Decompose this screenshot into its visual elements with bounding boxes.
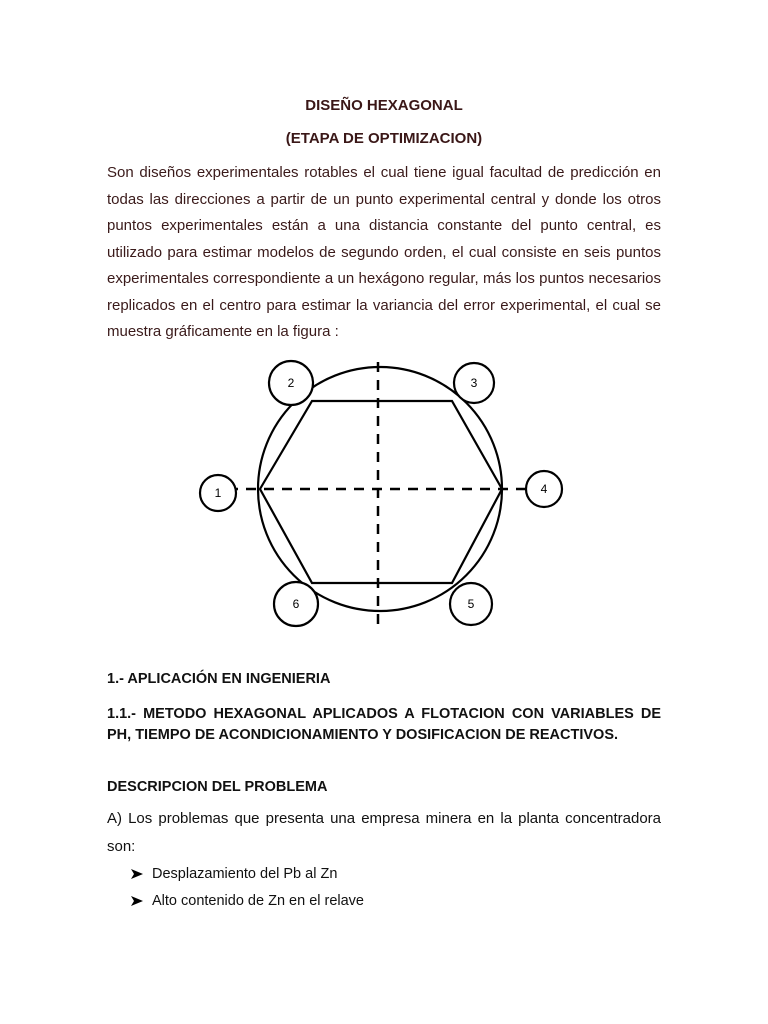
hexagon-diagram: [190, 356, 570, 632]
problem-list: [130, 860, 364, 914]
intro-paragraph: Son diseños experimentales rotables el cual tiene igual facultad de predicción en todas las direcciones a partir de un punto experimental central y donde los otros puntos experimentales están a una distancia constante del punto central, es utilizado para estimar modelos de segundo orden, el cual consiste en seis puntos experimentales correspondiente a un hexágono regular, más los puntos necesarios replicados en el centro para estimar la variancia del error experimental, el cual se muestra gráficamente en la figura :: [107, 164, 661, 340]
document-subtitle: (ETAPA DE OPTIMIZACION): [285, 130, 483, 147]
problem-description-heading: DESCRIPCION DEL PROBLEMA: [107, 779, 328, 795]
list-item: [130, 887, 364, 914]
arrowhead-bullet-icon: [130, 895, 144, 907]
point-2: [269, 361, 313, 405]
list-item: [130, 860, 364, 887]
document-title: DISEÑO HEXAGONAL: [305, 97, 463, 114]
hexagonal-design-figure: [190, 356, 570, 632]
point-6: [274, 582, 318, 626]
list-item-text: Alto contenido de Zn en el relave: [152, 892, 364, 909]
section-heading-application: 1.- APLICACIÓN EN INGENIERIA: [107, 671, 331, 687]
point-2-label: 2: [287, 376, 295, 390]
point-1: [200, 475, 236, 511]
list-item-text: Desplazamiento del Pb al Zn: [152, 865, 338, 882]
point-4-label: 4: [540, 482, 548, 496]
hexagon-shape: [260, 401, 502, 583]
point-1-label: 1: [214, 486, 222, 500]
point-6-label: 6: [292, 597, 300, 611]
point-3-label: 3: [470, 376, 478, 390]
point-5: [450, 583, 492, 625]
arrowhead-bullet-icon: [130, 868, 144, 880]
point-5-label: 5: [467, 597, 475, 611]
subsection-heading-method: 1.1.- METODO HEXAGONAL APLICADOS A FLOTACION CON VARIABLES DE PH, TIEMPO DE ACONDICIONAMIENTO Y DOSIFICACION DE REACTIVOS.: [107, 706, 661, 743]
point-4: [526, 471, 562, 507]
point-3: [454, 363, 494, 403]
problem-paragraph: A) Los problemas que presenta una empresa minera en la planta concentradora son:: [107, 810, 661, 855]
